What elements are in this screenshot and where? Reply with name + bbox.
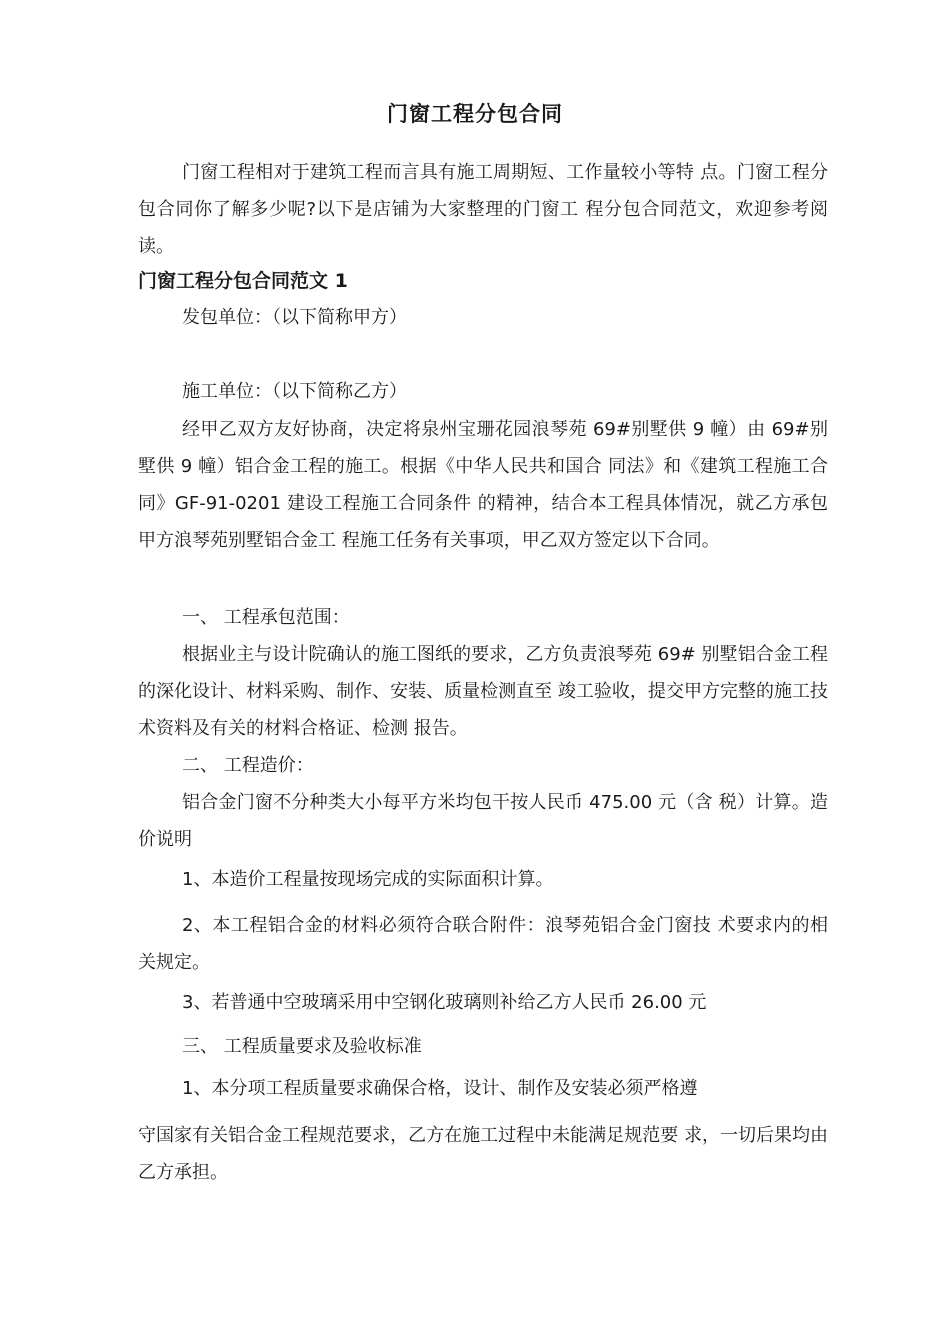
clause2-body: 铝合金门窗不分种类大小每平方米均包干按人民币 475.00 元（含 税）计算。造价说明	[138, 792, 828, 850]
price-note-1: 1、本造价工程量按现场完成的实际面积计算。	[182, 869, 554, 890]
intro-paragraph: 门窗工程相对于建筑工程而言具有施工周期短、工作量较小等特 点。门窗工程分包合同你了解多少呢?以下是店铺为大家整理的门窗工 程分包合同范文，欢迎参考阅读。	[138, 162, 828, 257]
employer-line: 发包单位：（以下简称甲方）	[182, 307, 407, 328]
clause3-item1-start: 1、本分项工程质量要求确保合格，设计、制作及安装必须严格遵	[182, 1078, 698, 1099]
clause1-heading: 一、 工程承包范围：	[182, 607, 350, 628]
preamble-paragraph: 经甲乙双方友好协商，决定将泉州宝珊花园浪琴苑 69#别墅供 9 幢）由 69#别墅供 9 幢）铝合金工程的施工。根据《中华人民共和国合 同法》和《建筑工程施工合同》GF-91-0201 建设工程施工合同条件 的精神，结合本工程具体情况，就乙方承包甲方浪琴苑别墅铝合金工 程施工任务有关事项，甲乙双方签定以下合同。	[138, 419, 828, 551]
contractor-line: 施工单位：（以下简称乙方）	[182, 381, 407, 402]
clause2-heading: 二、 工程造价：	[182, 755, 314, 776]
price-note-3: 3、若普通中空玻璃采用中空钢化玻璃则补给乙方人民币 26.00 元	[182, 992, 707, 1013]
section-heading: 门窗工程分包合同范文 1	[138, 270, 348, 292]
document-title: 门窗工程分包合同	[387, 102, 563, 126]
clause3-heading: 三、 工程质量要求及验收标准	[182, 1036, 422, 1057]
clause1-body: 根据业主与设计院确认的施工图纸的要求，乙方负责浪琴苑 69# 别墅铝合金工程的深化设计、材料采购、制作、安装、质量检测直至 竣工验收，提交甲方完整的施工技术资料及有关的材料合格证、检测 报告。	[138, 644, 828, 739]
clause3-item1-continuation: 守国家有关铝合金工程规范要求，乙方在施工过程中未能满足规范要 求，一切后果均由乙方承担。	[138, 1125, 828, 1183]
price-note-2: 2、本工程铝合金的材料必须符合联合附件：浪琴苑铝合金门窗技 术要求内的相关规定。	[138, 915, 828, 973]
